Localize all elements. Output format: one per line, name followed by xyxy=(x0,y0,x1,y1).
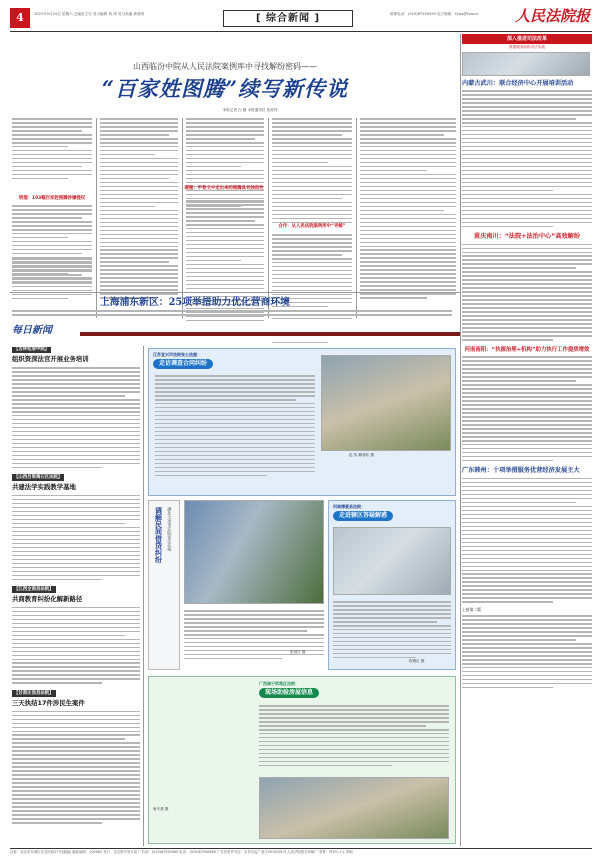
lead-body-col4 xyxy=(272,118,352,223)
item4-title: 三天执结17件涉民生案件 xyxy=(12,698,85,707)
issue-meta: 2021年5月24日 星期六 总编室主办 见习编辑 杨 鸿 见习美编 新璧萱 xyxy=(34,12,145,16)
feature4-photo xyxy=(259,777,449,839)
band-bar xyxy=(80,332,460,336)
feature-box-4 xyxy=(148,676,456,844)
feature-box-3 xyxy=(328,500,456,670)
item1-title: 组织资深法官开展业务培训 xyxy=(12,355,89,364)
news-band xyxy=(10,322,460,340)
masthead-logo: 人民法院报 xyxy=(514,7,590,25)
feature3-title: 走进辖区答疑解惑 xyxy=(333,511,393,521)
contact-info: 联系电话：(010)67550599 电子邮箱：fywx@fyw.cn xyxy=(390,12,479,16)
column-divider xyxy=(143,346,144,846)
feature3-body xyxy=(333,601,451,658)
item4-tag: 【甘肃庄浪县法院】 xyxy=(14,690,54,696)
feature4-kicker: 广西南宁武鸣区法院： xyxy=(259,681,299,686)
column-divider xyxy=(268,118,269,318)
right-column-divider xyxy=(460,34,461,846)
right-title-3: 河南南阳：“执源治理+机构”助力执行工作提质增效 xyxy=(464,346,590,353)
lead-headline: “百家姓图腾”续写新传说 xyxy=(101,76,349,101)
feature4-title: 现场助验房屋信息 xyxy=(259,688,319,698)
feature1-title: 走访调查合同纠纷 xyxy=(153,359,213,369)
right-title-2: 重庆南川：“法院+法治中心”高效解纷 xyxy=(473,233,581,241)
right-caption: 数据服务助推司法实践 xyxy=(509,44,545,49)
lead-body-col3 xyxy=(186,118,264,207)
right-body-2 xyxy=(462,244,592,341)
lead-body-col2 xyxy=(100,118,178,299)
item2-title: 共建法学实践教学基地 xyxy=(12,483,76,492)
feature1-photo xyxy=(321,355,451,451)
shanghai-body-col1 xyxy=(12,258,92,299)
header-rule xyxy=(10,31,592,32)
shanghai-headline: 上海浦东新区：25项举措助力优化营商环境 xyxy=(100,297,290,308)
section-rule xyxy=(10,292,460,293)
item3-body xyxy=(12,607,140,684)
item1-body xyxy=(12,367,140,468)
shanghai-body xyxy=(12,310,452,316)
feature3-author: 程俊红 摄 xyxy=(409,659,425,663)
section-title: [ 综合新闻 ] xyxy=(223,10,353,27)
lead-byline: 本报记者 白 婕 本报通讯员 张波仲 xyxy=(222,108,278,112)
right-body-1 xyxy=(462,90,592,227)
page-footer: 社址：北京市东城区东交民巷27号(邮编) 邮政编码：100062 发行：北京报刊发行局 广告部：(010)67550565 电话：(010)67550856 广告经营许可证：京东市监广登字2019001号 人民法院报社印刷厂 零售：每份1.1元 印刷 xyxy=(10,848,592,857)
page-number: 4 xyxy=(10,8,30,28)
right-body-5 xyxy=(462,615,592,688)
item3-title: 共商教育纠纷化解新路径 xyxy=(12,595,83,604)
feature3-kicker: 河南博爱县法院： xyxy=(333,504,365,509)
column-divider xyxy=(96,118,97,318)
right-title-1: 内蒙古武川：联合经济中心开展培训活动 xyxy=(462,79,574,87)
band-logo: 每日新闻 xyxy=(12,325,52,336)
column-divider xyxy=(182,118,183,318)
vertical-title: 调解民间借贷纠纷 xyxy=(154,507,163,563)
vertical-subtitle: 湖北大冶市法院张庄法庭 xyxy=(167,507,173,551)
right-title-4: 广东韩州：十项举措服务优营经济发展主大 xyxy=(462,467,580,475)
lead-body-col1 xyxy=(12,118,92,179)
item2-body xyxy=(12,495,140,580)
feature1-author: 赵 伟 戴寒松 摄 xyxy=(349,453,374,457)
feature1-body xyxy=(155,375,315,476)
right-column xyxy=(462,34,592,688)
feature4-body xyxy=(259,705,449,766)
feature2-author: 张国庆 摄 xyxy=(290,650,306,654)
lead-subhead-1: 硬题：甲骨文中走出来的图腾具有独创性 xyxy=(184,186,264,191)
feature-box-1 xyxy=(148,348,456,496)
left-news-column xyxy=(12,346,140,824)
feature1-kicker: 江苏宜兴市法院张公法庭： xyxy=(153,352,201,357)
lead-subhead-3: 明理：103幅百家姓图腾涉嫌侵权 xyxy=(18,196,86,201)
feature4-author: 唐冬燕 摄 xyxy=(153,807,169,811)
item3-tag: 【江西全南县法院】 xyxy=(14,586,54,592)
page-header xyxy=(10,8,592,30)
lead-subhead-2: 合作：从人民法院案例库中“寻解” xyxy=(278,224,346,229)
right-banner: 深入推进司法改革 xyxy=(462,34,592,44)
item2-tag: 【山西吕梁离石区法院】 xyxy=(14,474,63,480)
lead-body-col5 xyxy=(360,118,456,299)
feature3-photo xyxy=(333,527,451,595)
item4-body xyxy=(12,711,140,824)
feature2-photo xyxy=(184,500,324,604)
right-body-4 xyxy=(462,478,592,603)
right-photo xyxy=(462,52,590,76)
lead-kicker: 山西临汾中院从人民法院案例库中寻找解纷密码—— xyxy=(133,62,317,71)
column-divider xyxy=(356,118,357,318)
item1-tag: 【吉林松原中院】 xyxy=(14,347,50,352)
right-body-3 xyxy=(462,356,592,461)
vertical-caption-box xyxy=(148,500,180,670)
continued-label: 上接第二版 xyxy=(462,606,481,612)
